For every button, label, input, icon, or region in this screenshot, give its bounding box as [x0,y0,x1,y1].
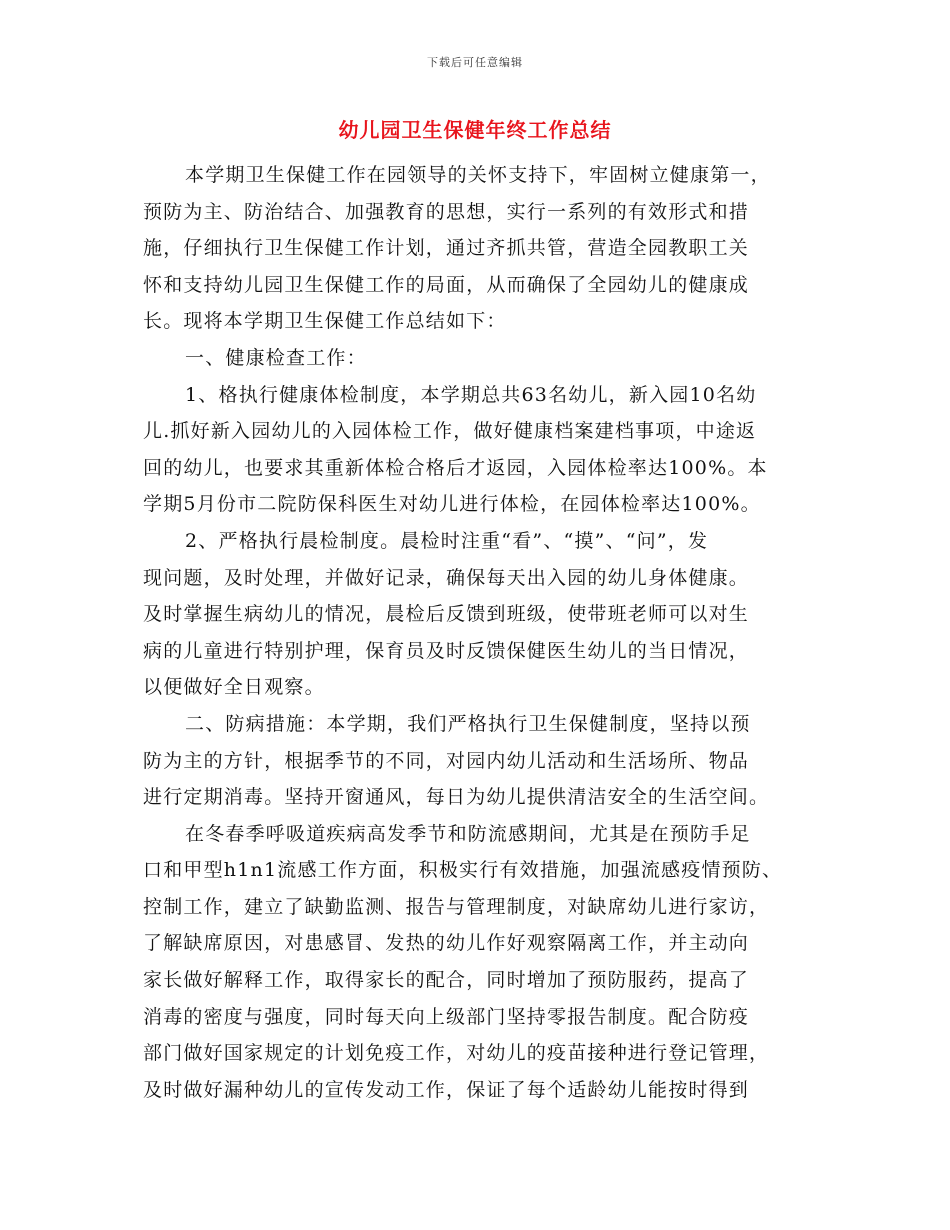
text-line: 家长做好解释工作，取得家长的配合，同时增加了预防服药，提高了 [143,969,750,992]
text-line: 控制工作，建立了缺勤监测、报告与管理制度，对缺席幼儿进行家访， [143,895,770,918]
text-line: 1、格执行健康体检制度，本学期总共63名幼儿，新入园10名幼 [185,383,757,406]
document-body [143,157,813,1108]
text-line: 消毒的密度与强度，同时每天向上级部门坚持零报告制度。配合防疫 [143,1005,750,1028]
text-line: 以便做好全日观察。 [143,676,325,699]
text-line: 部门做好国家规定的计划免疫工作，对幼儿的疫苗接种进行登记管理， [143,1042,770,1065]
text-line: 病的儿童进行特别护理，保育员及时反馈保健医生幼儿的当日情况， [143,639,750,662]
text-line: 本学期卫生保健工作在园领导的关怀支持下，牢固树立健康第一， [185,164,771,186]
text-line: 二、防病措施：本学期，我们严格执行卫生保健制度，坚持以预 [185,712,751,735]
text-line: 预防为主、防治结合、加强教育的思想，实行一系列的有效形式和措 [143,200,750,223]
text-line: 及时做好漏种幼儿的宣传发动工作，保证了每个适龄幼儿能按时得到 [143,1078,750,1101]
header-note: 下载后可任意编辑 [427,56,523,69]
text-line: 在冬春季呼吸道疾病高发季节和防流感期间，尤其是在预防手足 [185,822,751,845]
text-line: 现问题，及时处理，并做好记录，确保每天出入园的幼儿身体健康。 [143,566,750,589]
text-line: 回的幼儿，也要求其重新体检合格后才返园，入园体检率达100%。本 [143,456,768,479]
text-line: 了解缺席原因，对患感冒、发热的幼儿作好观察隔离工作，并主动向 [143,932,750,955]
text-line: 施，仔细执行卫生保健工作计划，通过齐抓共管，营造全园教职工关 [143,237,750,260]
text-line: 一、健康检查工作： [185,346,367,369]
text-line: 怀和支持幼儿园卫生保健工作的局面，从而确保了全园幼儿的健康成 [143,273,750,296]
text-line: 进行定期消毒。坚持开窗通风，每日为幼儿提供清洁安全的生活空间。 [143,786,770,809]
text-line: 学期5月份市二院防保科医生对幼儿进行体检，在园体检率达100%。 [143,493,761,516]
text-line: 防为主的方针，根据季节的不同，对园内幼儿活动和生活场所、物品 [143,749,750,772]
text-line: 长。现将本学期卫生保健工作总结如下： [143,310,507,333]
text-line: 及时掌握生病幼儿的情况，晨检后反馈到班级，使带班老师可以对生 [143,603,750,626]
text-line: 儿.抓好新入园幼儿的入园体检工作，做好健康档案建档事项，中途返 [143,420,757,443]
text-line: 2、严格执行晨检制度。晨检时注重“看”、“摸”、“问”，发 [185,529,709,552]
document-title: 幼儿园卫生保健年终工作总结 [338,118,612,142]
text-line: 口和甲型h1n1流感工作方面，积极实行有效措施，加强流感疫情预防、 [143,859,783,882]
